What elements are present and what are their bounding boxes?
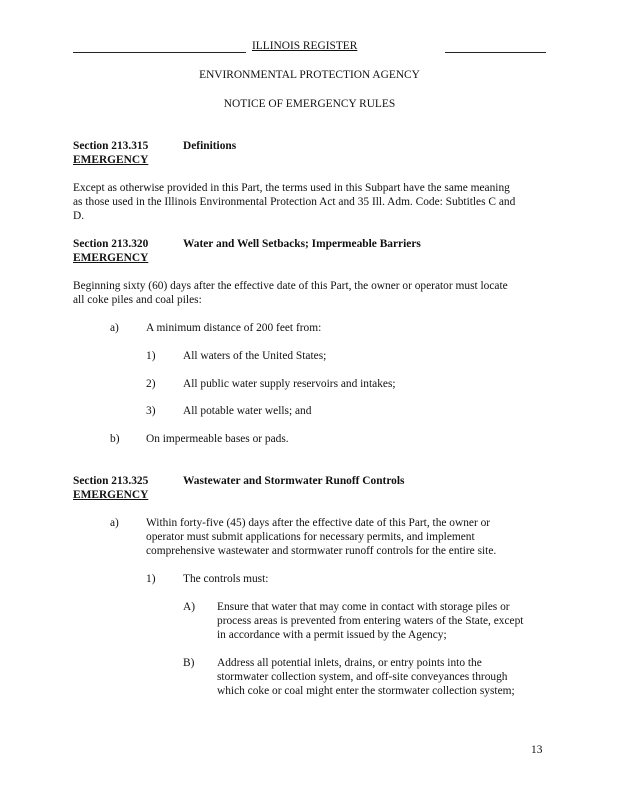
header-rule-right: [445, 52, 546, 53]
section-320-a1-label: 1): [146, 350, 156, 362]
page-number: 13: [531, 744, 543, 756]
section-325-emergency: EMERGENCY: [73, 489, 149, 501]
section-325-title: Wastewater and Stormwater Runoff Controls: [183, 475, 405, 487]
section-325-B-label: B): [183, 657, 195, 669]
section-320-emergency: EMERGENCY: [73, 252, 149, 264]
section-320-b-text: On impermeable bases or pads.: [146, 433, 289, 445]
section-315-number: Section 213.315: [73, 140, 149, 152]
section-320-a-text: A minimum distance of 200 feet from:: [146, 322, 322, 334]
section-325-a1-label: 1): [146, 573, 156, 585]
section-325-a-line2: operator must submit applications for necessary permits, and implement: [146, 531, 475, 543]
section-315-body-line3: D.: [73, 210, 85, 222]
section-325-A-line3: in accordance with a permit issued by the Agency;: [217, 629, 447, 641]
section-325-B-line1: Address all potential inlets, drains, or entry points into the: [217, 657, 482, 669]
section-320-intro-line2: all coke piles and coal piles:: [73, 294, 202, 306]
section-320-a3-text: All potable water wells; and: [183, 405, 312, 417]
section-320-a2-text: All public water supply reservoirs and intakes;: [183, 378, 396, 390]
section-325-A-line2: process areas is prevented from entering waters of the State, except: [217, 615, 524, 627]
section-325-A-label: A): [183, 601, 196, 613]
agency-title: ENVIRONMENTAL PROTECTION AGENCY: [199, 69, 420, 81]
section-325-B-line3: which coke or coal might enter the stormwater collection system;: [217, 685, 515, 697]
section-320-a-label: a): [110, 322, 119, 334]
section-315-body-line2: as those used in the Illinois Environmental Protection Act and 35 Ill. Adm. Code: Subtitles C and: [73, 196, 516, 208]
register-title: ILLINOIS REGISTER: [252, 40, 358, 52]
section-325-number: Section 213.325: [73, 475, 149, 487]
section-315-title: Definitions: [183, 140, 237, 152]
section-325-a-line3: comprehensive wastewater and stormwater runoff controls for the entire site.: [146, 545, 497, 557]
section-315-body-line1: Except as otherwise provided in this Part, the terms used in this Subpart have the same meaning: [73, 182, 510, 194]
section-320-b-label: b): [110, 433, 120, 445]
section-320-a1-text: All waters of the United States;: [183, 350, 327, 362]
section-320-a2-label: 2): [146, 378, 156, 390]
section-320-title: Water and Well Setbacks; Impermeable Barriers: [183, 238, 421, 250]
header-rule-left: [73, 52, 246, 53]
section-325-B-line2: stormwater collection system, and off-site conveyances through: [217, 671, 508, 683]
section-325-a-label: a): [110, 517, 119, 529]
section-325-A-line1: Ensure that water that may come in contact with storage piles or: [217, 601, 510, 613]
section-325-a-line1: Within forty-five (45) days after the effective date of this Part, the owner or: [146, 517, 491, 529]
section-320-intro-line1: Beginning sixty (60) days after the effective date of this Part, the owner or operator must locate: [73, 280, 508, 292]
section-325-a1-text: The controls must:: [183, 573, 269, 585]
section-320-number: Section 213.320: [73, 238, 149, 250]
section-320-a3-label: 3): [146, 405, 156, 417]
section-315-emergency: EMERGENCY: [73, 154, 149, 166]
notice-title: NOTICE OF EMERGENCY RULES: [223, 98, 396, 110]
